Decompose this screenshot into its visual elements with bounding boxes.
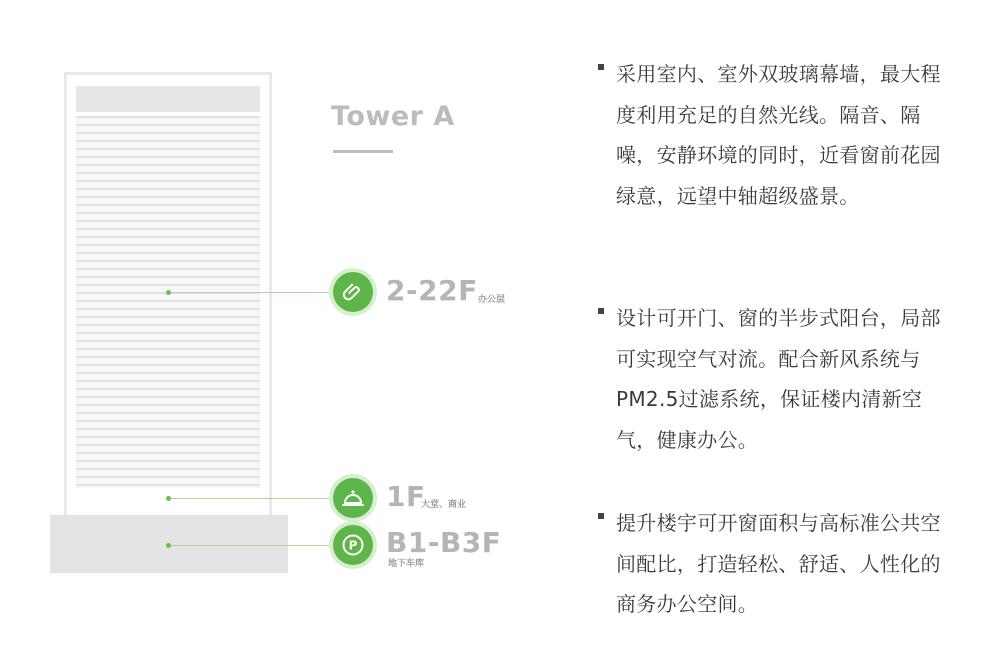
service-bell-badge [333,478,373,518]
floor-label-office: 2-22F [386,274,478,307]
building-roof [76,86,260,112]
feature-text-space: 提升楼宇可开窗面积与高标准公共空间配比，打造轻松、舒适、人性化的商务办公空间。 [616,511,941,616]
paperclip-badge [333,272,373,312]
bullet-square-icon [598,513,604,519]
leader-line-parking [171,545,332,546]
building-facade [76,116,260,488]
tower-title: Tower A [331,101,455,132]
feature-bullet-space [598,503,943,625]
feature-bullet-balcony [598,298,943,460]
tower-title-underline [333,150,393,153]
feature-text-balcony: 设计可开门、窗的半步式阳台，局部可实现空气对流。配合新风系统与PM2.5过滤系统，保证楼内清新空气，健康办公。 [616,306,941,452]
leader-line-office [171,292,332,293]
floor-sublabel-parking: 地下车库 [388,559,425,569]
floor-sublabel-office: 办公层 [478,295,506,305]
parking-badge [333,525,373,565]
paperclip-icon [342,281,364,303]
service-bell-icon [341,487,365,509]
floor-sublabel-lobby: 大堂、商业 [421,500,467,510]
floor-label-parking: B1-B3F [386,526,502,559]
feature-bullet-glass [598,54,943,216]
parking-icon [341,533,365,557]
floor-label-lobby: 1F [386,480,426,513]
bullet-square-icon [598,64,604,70]
leader-line-lobby [171,498,332,499]
bullet-square-icon [598,308,604,314]
feature-text-glass: 采用室内、室外双玻璃幕墙，最大程度利用充足的自然光线。隔音、隔噪，安静环境的同时，近看窗前花园绿意，远望中轴超级盛景。 [616,62,941,208]
svg-text:P: P [348,538,358,553]
